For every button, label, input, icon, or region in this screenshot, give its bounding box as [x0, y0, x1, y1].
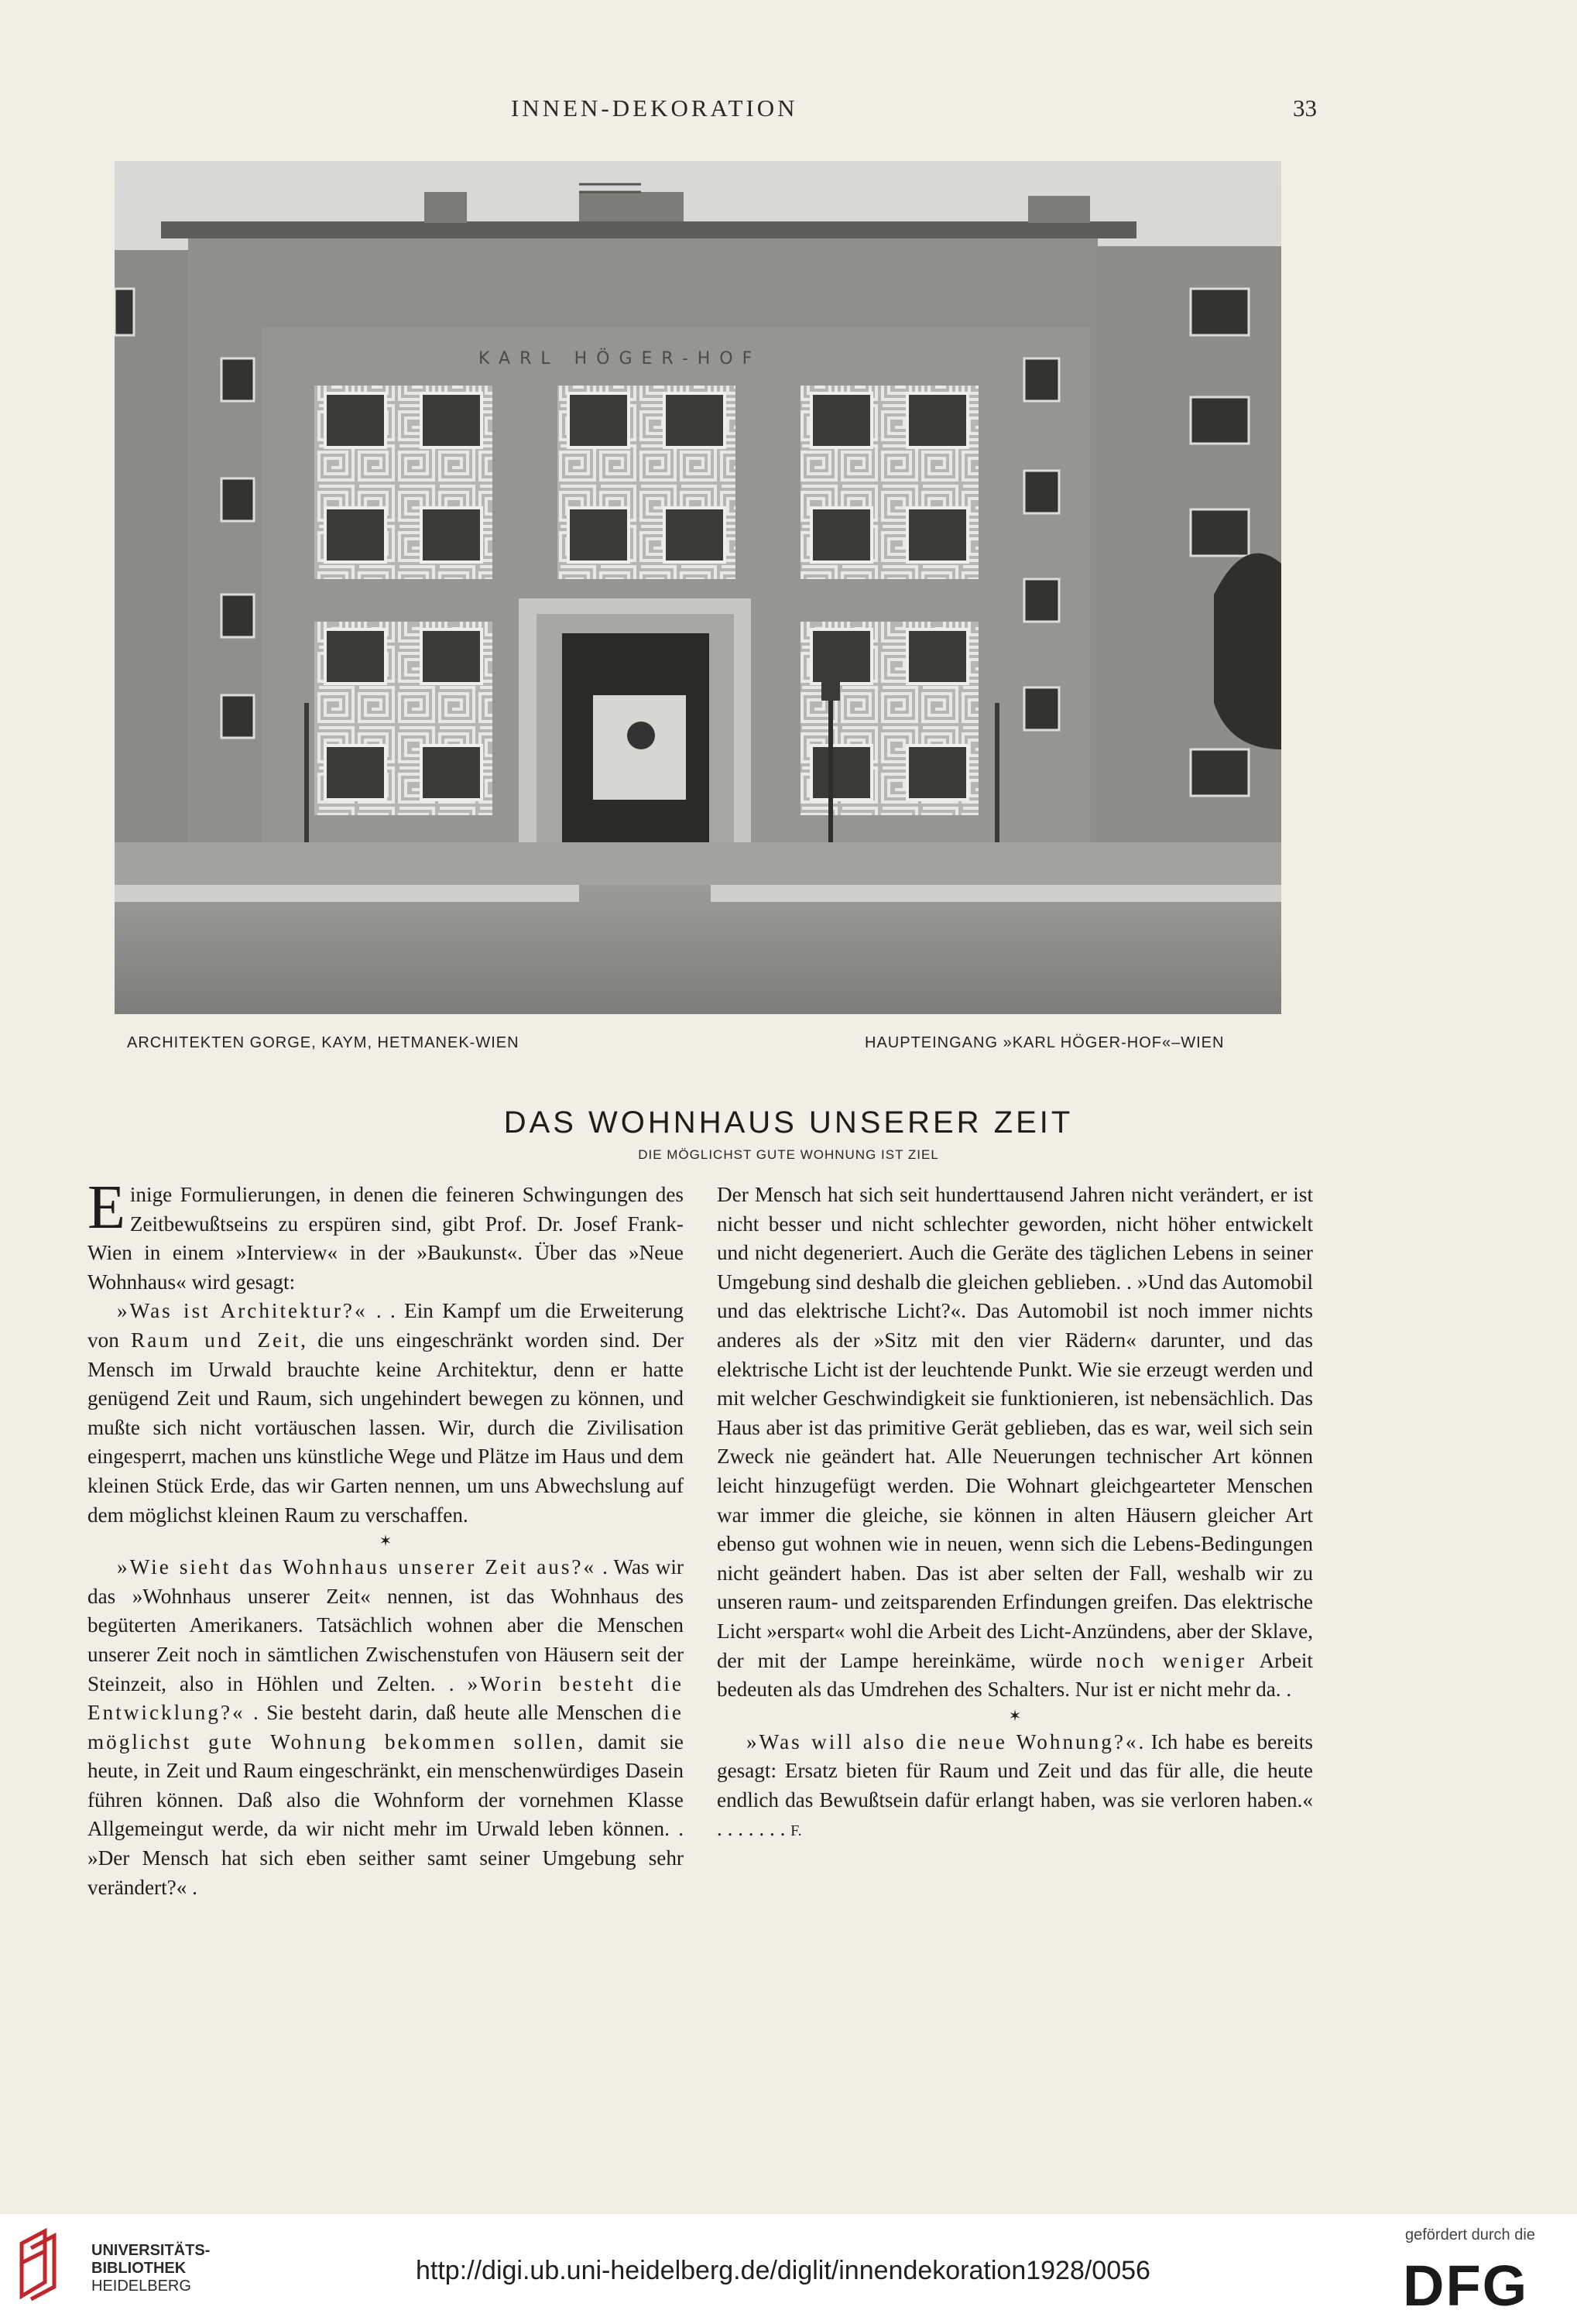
article-title: DAS WOHNHAUS UNSERER ZEIT	[503, 1105, 1074, 1140]
signature: F.	[790, 1822, 802, 1840]
page-number: 33	[1293, 94, 1317, 122]
caption-entrance: HAUPTEINGANG »KARL HÖGER-HOF«–WIEN	[865, 1034, 1225, 1051]
text-column-left	[87, 1174, 684, 1902]
university-library-logo	[14, 2228, 68, 2302]
section-star: ✶	[379, 1533, 393, 1551]
footer-bar	[0, 2214, 1577, 2324]
paragraph: Einige Formulierungen, in denen die feineren Schwingungen des Zeitbewußtseins zu erspüren sind, gibt Prof. Dr. Josef Frank-Wien in einem »Interview« in der »Baukunst«. Über das »Neue Wohnhaus« wird gesagt:	[87, 1174, 684, 1294]
section-star: ✶	[1008, 1707, 1022, 1725]
paragraph: »Was ist Architektur?« . . Ein Kampf um die Erweiterung von Raum und Zeit, die uns eingeschränkt worden sind. Der Mensch im Urwald brauchte keine Architektur, denn er hatte genügend Zeit und Raum, sich ungehindert bewegen zu können, und mußte sich nicht vortäuschen lassen. Wir, durch die Zivilisation eingesperrt, machen uns künstliche Wege und Plätze im Haus und dem kleinen Stück Erde, das wir Garten nennen, um uns Abwechslung auf dem möglichst kleinen Raum zu verschaffen.	[87, 1299, 684, 1527]
funded-by-label: gefördert durch die	[1405, 2226, 1535, 2243]
paragraph: »Wie sieht das Wohnhaus unserer Zeit aus?« . Was wir das »Wohnhaus unserer Zeit« nennen, ist das Wohnhaus des begüterten Amerikaners. Tatsächlich wohnen aber die Menschen unserer Zeit noch in sämtlichen Zwischenstufen von Häusern seit der Steinzeit, also in Höhlen und Zelten. . »Worin besteht die Entwicklung?« . Sie besteht darin, daß heute alle Menschen die möglichst gute Wohnung bekommen sollen, damit sie heute, in Zeit und Raum eingeschränkt, ein menschenwürdiges Dasein führen können. Daß also die Wohnform der vornehmen Klasse Allgemeingut werde, da wir nicht mehr im Urwald leben können. . »Der Mensch hat sich eben seither samt seiner Umgebung sehr verändert?« .	[87, 1555, 684, 1899]
text-column-right	[717, 1181, 1313, 1846]
building-photograph	[115, 161, 1281, 1014]
dfg-logo: DFG	[1403, 2254, 1529, 2318]
paragraph: »Was will also die neue Wohnung?«. Ich habe es bereits gesagt: Ersatz bieten für Raum und Zeit und das für alle, die heute endlich das Bewußtsein dafür erlangt haben, was sie verloren haben.« . . . . . . . F.	[717, 1729, 1313, 1841]
page-header	[0, 94, 1577, 125]
paragraph: Der Mensch hat sich seit hunderttausend Jahren nicht verändert, er ist nicht besser und nicht schlechter geworden, nicht höher entwickelt und nicht degeneriert. Auch die Geräte des täglichen Lebens in seiner Umgebung sind deshalb die gleichen geblieben. . »Und das Automobil und das elektrische Licht?«. Das Automobil ist noch immer nichts anderes als der »Sitz mit den vier Rädern« darunter, und das elektrische Licht ist der leuchtende Punkt. Wie sie erzeugt werden und mit welcher Geschwindigkeit sie funktionieren, ist nebensächlich. Das Haus aber ist das primitive Gerät geblieben, das es war, weil sich sein Zweck nie geändert hat. Alle Neuerungen technischer Art können leicht hinzugefügt werden. Die Wohnart gleichgearteter Menschen war immer die gleiche, sie können in alten Häusern gleicher Art ebenso gut wohnen wie in neuen, wenn sich die Lebens-Bedingungen nicht geändert haben. Das ist aber selten der Fall, weshalb wir zu unseren raum- und zeitsparenden Erfindungen greifen. Das elektrische Licht »erspart« wohl die Arbeit des Licht-Anzündens, aber der Sklave, der mit der Lampe hereinkäme, würde noch weniger Arbeit bedeuten als das Umdrehen des Schalters. Nur ist er nicht mehr da. .	[717, 1183, 1313, 1702]
caption-architects: ARCHITEKTEN GORGE, KAYM, HETMANEK-WIEN	[127, 1034, 519, 1051]
source-url-link[interactable]: http://digi.ub.uni-heidelberg.de/diglit/innendekoration1928/0056	[416, 2256, 1150, 2285]
drop-cap: E	[87, 1174, 125, 1242]
running-title: INNEN-DEKORATION	[511, 94, 798, 122]
svg-text:KARL HÖGER-HOF: KARL HÖGER-HOF	[478, 349, 762, 368]
article-subtitle: DIE MÖGLICHST GUTE WOHNUNG IST ZIEL	[638, 1147, 939, 1162]
library-name: UNIVERSITÄTS- BIBLIOTHEK HEIDELBERG	[91, 2242, 211, 2295]
photo-captions	[0, 1034, 1577, 1061]
